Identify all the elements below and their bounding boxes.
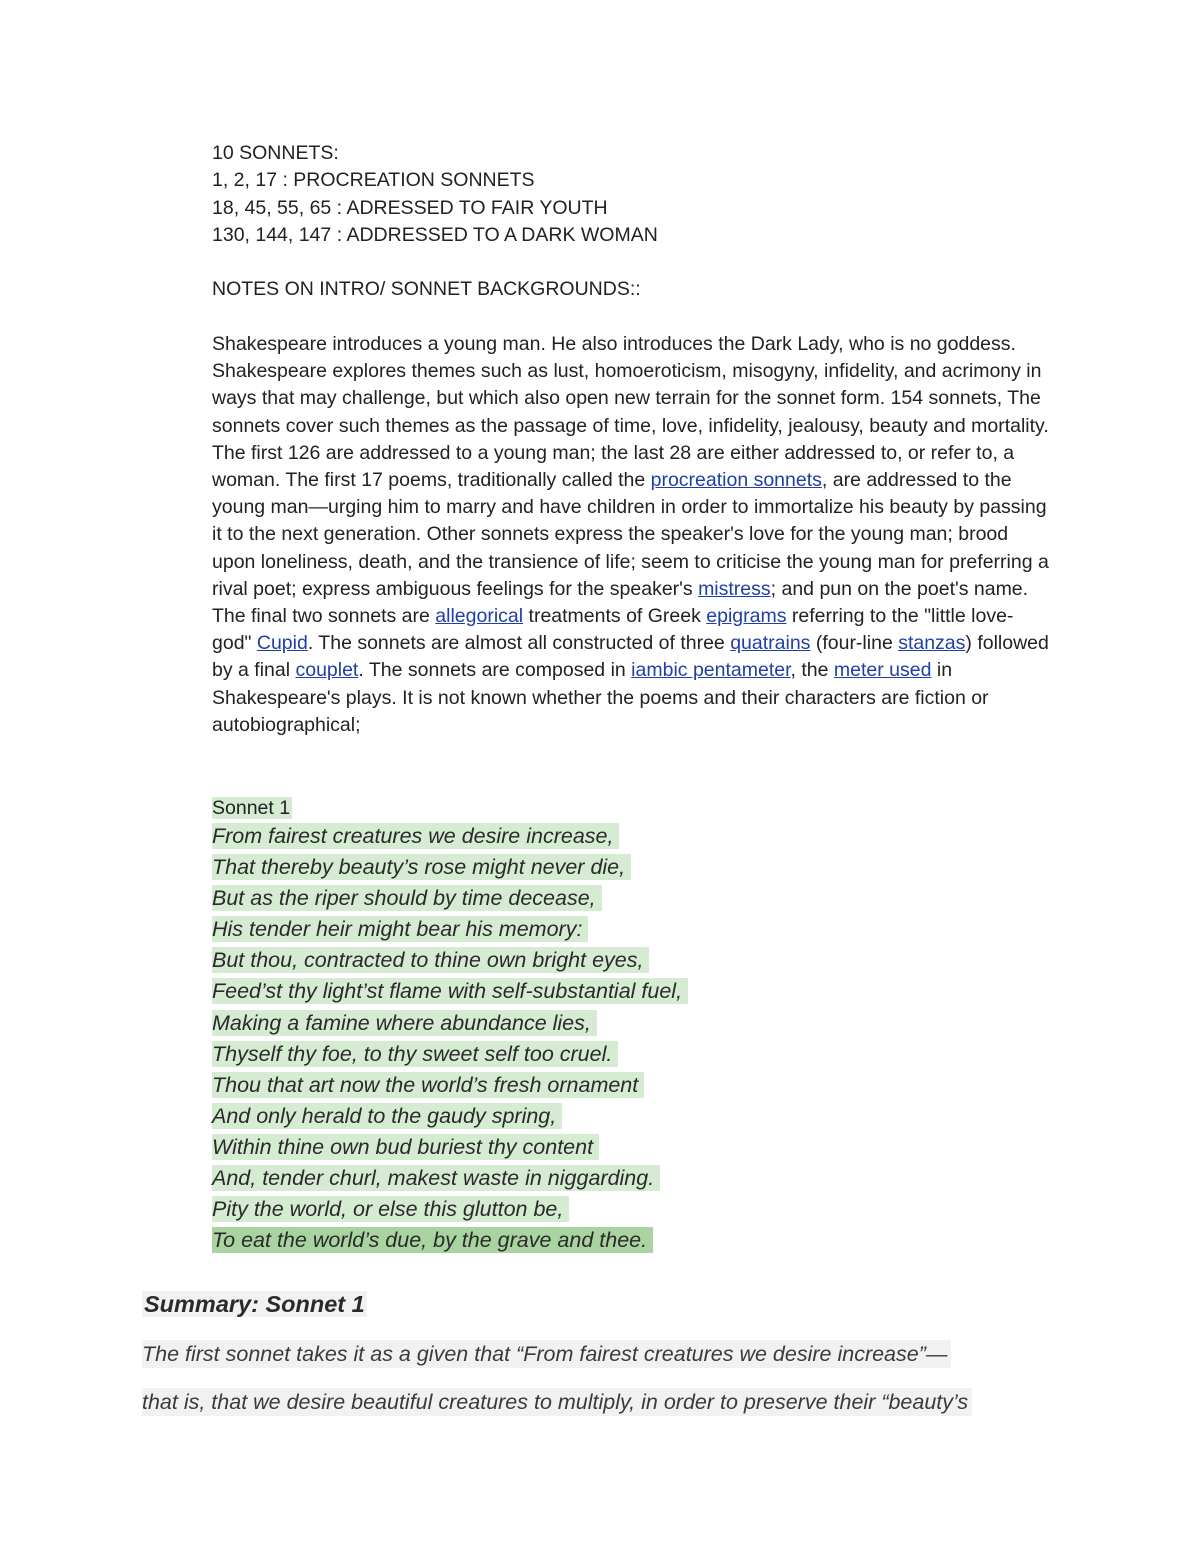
sonnet-title: Sonnet 1	[212, 797, 291, 819]
link-epigrams[interactable]: epigrams	[706, 605, 787, 628]
sonnet-line	[212, 945, 1052, 976]
intro-text: . The sonnets are almost all constructed of three	[307, 632, 731, 655]
sonnet-block	[212, 794, 1052, 1256]
intro-text: , the	[790, 659, 834, 682]
link-cupid[interactable]: Cupid	[256, 632, 308, 655]
sonnet-line-text: But thou, contracted to thine own bright eyes,	[212, 947, 649, 973]
intro-text: ) followed by a final	[212, 632, 1049, 682]
sonnet-line	[212, 1039, 1052, 1070]
sonnet-line	[212, 821, 1052, 852]
sonnet-line	[212, 1008, 1052, 1039]
link-mistress[interactable]: mistress	[698, 577, 771, 600]
sonnet-line	[212, 914, 1052, 945]
sonnet-line	[212, 852, 1052, 883]
sonnet-list-line: 10 SONNETS:	[212, 142, 339, 164]
sonnet-list	[212, 140, 1052, 249]
intro-text: , are addressed to the young man—urging him to marry and have children in order to immortalize his beauty by passing it to the next generation. Other sonnets express the speaker's love for the young man; brood upon loneliness, death, and the transience of life; seem to criticise the young man for preferring a rival poet; express ambiguous feelings for the speaker's	[212, 469, 1049, 600]
sonnet-line	[212, 1132, 1052, 1163]
sonnet-list-line: 18, 45, 55, 65 : ADRESSED TO FAIR YOUTH	[212, 196, 608, 219]
intro-text: Shakespeare introduces a young man. He also introduces the Dark Lady, who is no goddess. Shakespeare explores themes such as lust, homoeroticism, misogyny, infidelity, and acrimony in ways that may challenge, but which also open new terrain for the sonnet form. 154 sonnets, The sonnets cover such themes as the passage of time, love, infidelity, jealousy, beauty and mortality. The first 126 are addressed to a young man; the last 28 are either addressed to, or refer to, a woman. The first 17 poems, traditionally called the	[212, 333, 1049, 492]
summary-heading-text: Summary: Sonnet 1	[144, 1291, 365, 1317]
summary-line	[142, 1379, 1062, 1427]
intro-text: . The sonnets are composed in	[358, 659, 632, 682]
sonnet-line	[212, 1070, 1052, 1101]
sonnet-line-text: And, tender churl, makest waste in niggarding.	[212, 1165, 660, 1191]
link-procreation-sonnets[interactable]: procreation sonnets	[650, 469, 822, 492]
intro-text: ; and pun on the poet's name. The final two sonnets are	[212, 577, 1029, 628]
sonnet-line-text: Making a famine where abundance lies,	[212, 1010, 597, 1036]
notes-heading: NOTES ON INTRO/ SONNET BACKGROUNDS::	[212, 278, 641, 300]
intro-text: in Shakespeare's plays. It is not known whether the poems and their characters are fiction or autobiographical;	[212, 659, 989, 736]
summary-line-text: The first sonnet takes it as a given that “From fairest creatures we desire increase”—	[142, 1340, 951, 1368]
intro-text: referring to the "little love-god"	[212, 605, 1014, 655]
summary-line-text: that is, that we desire beautiful creatures to multiply, in order to preserve their “beauty’s	[142, 1388, 972, 1416]
summary-line	[142, 1331, 1062, 1379]
sonnet-line-text: And only herald to the gaudy spring,	[212, 1103, 562, 1129]
summary-heading	[142, 1287, 367, 1321]
link-couplet[interactable]: couplet	[295, 659, 359, 682]
link-iambic-pentameter[interactable]: iambic pentameter	[631, 659, 791, 682]
sonnet-line-text: Thyself thy foe, to thy sweet self too cruel.	[212, 1041, 618, 1067]
sonnet-line-text: Pity the world, or else this glutton be,	[212, 1196, 569, 1222]
link-allegorical[interactable]: allegorical	[435, 605, 524, 628]
sonnet-line	[212, 883, 1052, 914]
sonnet-line-text: Within thine own bud buriest thy content	[212, 1134, 599, 1160]
sonnet-list-line: 130, 144, 147 : ADDRESSED TO A DARK WOMAN	[212, 223, 658, 246]
sonnet-line-text: But as the riper should by time decease,	[212, 885, 602, 911]
link-stanzas[interactable]: stanzas	[898, 632, 966, 655]
intro-text: (four-line	[810, 632, 899, 655]
sonnet-line	[212, 1163, 1052, 1194]
sonnet-line	[212, 976, 1052, 1007]
link-quatrains[interactable]: quatrains	[730, 632, 811, 655]
sonnet-line-text: To eat the world’s due, by the grave and thee.	[212, 1227, 653, 1253]
sonnet-line-text: That thereby beauty’s rose might never die,	[212, 854, 631, 880]
sonnet-line	[212, 1194, 1052, 1225]
sonnet-line-text: Feed’st thy light’st flame with self-substantial fuel,	[212, 978, 688, 1004]
link-meter-used[interactable]: meter used	[833, 659, 932, 682]
intro-paragraph	[212, 331, 1052, 739]
sonnet-line	[212, 1225, 1052, 1256]
sonnet-line-text: Thou that art now the world’s fresh ornament	[212, 1072, 644, 1098]
sonnet-line-text: His tender heir might bear his memory:	[212, 916, 588, 942]
intro-text: treatments of Greek	[523, 605, 707, 628]
summary-paragraph	[142, 1331, 1062, 1426]
sonnet-line-text: From fairest creatures we desire increase,	[212, 823, 619, 849]
sonnet-title-row	[212, 794, 1052, 821]
sonnet-line	[212, 1101, 1052, 1132]
sonnet-list-line: 1, 2, 17 : PROCREATION SONNETS	[212, 169, 535, 192]
